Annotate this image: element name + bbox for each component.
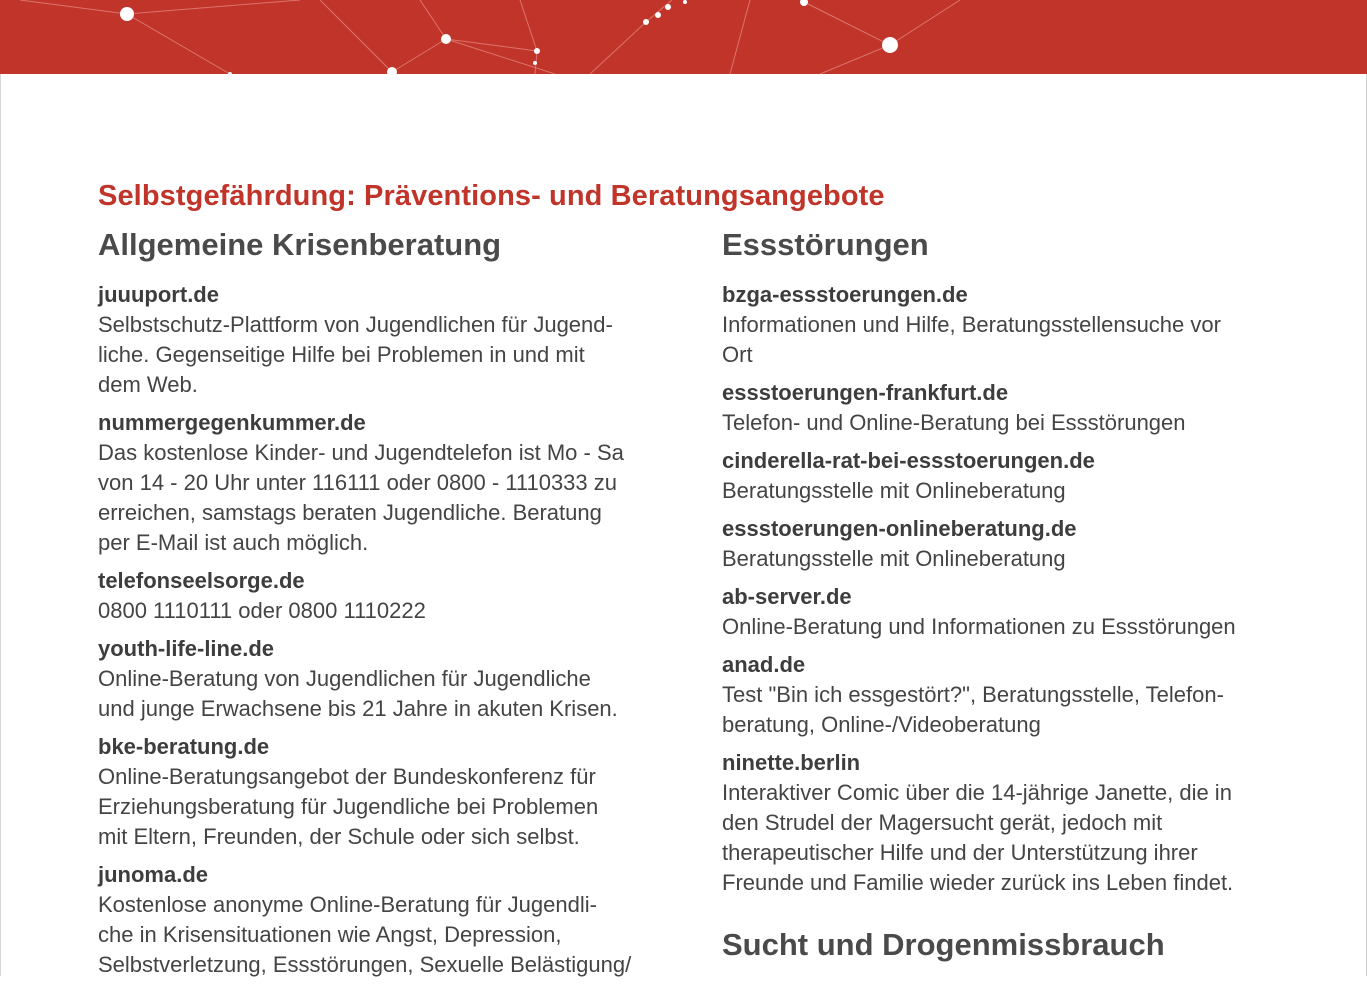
- entry-description: Beratungsstelle mit Onlineberatung: [722, 546, 1066, 571]
- network-pattern-graphic: [0, 0, 1367, 74]
- entry-link[interactable]: anad.de: [722, 652, 806, 677]
- entry-description: Das kostenlose Kinder- und Jugendtelefon ist Mo - Sa von 14 - 20 Uhr unter 116111 oder 0800 - 1110333 zu erreichen, samstags beraten Jugendliche. Beratung per E-Mail ist auch möglich.: [98, 440, 624, 555]
- entry-description: Informationen und Hilfe, Beratungsstellensuche vor Ort: [722, 312, 1221, 367]
- entry-description: Interaktiver Comic über die 14-jährige Janette, die in den Strudel der Magersucht gerät, jedoch mit therapeutischer Hilfe und der Unterstützung ihrer Freunde und Familie wieder zurück ins Leben findet.: [722, 780, 1234, 895]
- entry-link[interactable]: bzga-essstoerungen.de: [722, 282, 968, 307]
- entry-link[interactable]: youth-life-line.de: [98, 636, 274, 661]
- entry-description: Test "Bin ich essgestört?", Beratungsstelle, Telefon- beratung, Online-/Videoberatung: [722, 682, 1224, 737]
- entry-link[interactable]: cinderella-rat-bei-essstoerungen.de: [722, 448, 1095, 473]
- list-item: [98, 634, 658, 724]
- section-title-krisenberatung: Allgemeine Krisenberatung: [98, 227, 502, 262]
- entry-description: Kostenlose anonyme Online-Beratung für Jugendli- che in Krisensituationen wie Angst, Depression, Selbstverletzung, Essstörungen, Sexuelle Belästigung/: [98, 892, 632, 977]
- list-item: [98, 280, 658, 400]
- entry-description: 0800 1110111 oder 0800 1110222: [98, 598, 426, 623]
- entry-description: Online-Beratung von Jugendlichen für Jugendliche und junge Erwachsene bis 21 Jahre in akuten Krisen.: [98, 666, 618, 721]
- entry-description: Online-Beratungsangebot der Bundeskonferenz für Erziehungsberatung für Jugendliche bei Problemen mit Eltern, Freunden, der Schule oder sich selbst.: [98, 764, 599, 849]
- list-item: [722, 514, 1302, 574]
- entry-link[interactable]: telefonseelsorge.de: [98, 568, 305, 593]
- entry-link[interactable]: essstoerungen-frankfurt.de: [722, 380, 1009, 405]
- header-banner: [0, 0, 1367, 74]
- right-column: [722, 226, 1302, 980]
- page-title: Selbstgefährdung: Präventions- und Beratungsangebote: [98, 180, 885, 212]
- entry-description: Beratungsstelle mit Onlineberatung: [722, 478, 1066, 503]
- list-item: [722, 378, 1302, 438]
- list-item: [98, 408, 658, 558]
- entry-description: Online-Beratung und Informationen zu Essstörungen: [722, 614, 1236, 639]
- entry-link[interactable]: ninette.berlin: [722, 750, 861, 775]
- entry-link[interactable]: junoma.de: [98, 862, 209, 887]
- entry-description: Selbstschutz-Plattform von Jugendlichen für Jugend- liche. Gegenseitige Hilfe bei Problemen in und mit dem Web.: [98, 312, 613, 397]
- list-item: [98, 732, 658, 852]
- list-item: [722, 280, 1302, 370]
- entry-link[interactable]: juuuport.de: [98, 282, 219, 307]
- list-item: [722, 748, 1302, 898]
- entry-link[interactable]: ab-server.de: [722, 584, 852, 609]
- list-item: [98, 860, 658, 980]
- entry-link[interactable]: essstoerungen-onlineberatung.de: [722, 516, 1077, 541]
- list-item: [722, 582, 1302, 642]
- left-column: [98, 226, 658, 988]
- list-item: [98, 566, 658, 626]
- entry-description: Telefon- und Online-Beratung bei Essstörungen: [722, 410, 1186, 435]
- list-item: [722, 650, 1302, 740]
- section-title-essstoerungen: Essstörungen: [722, 227, 929, 262]
- section-title-sucht: Sucht und Drogenmissbrauch: [722, 927, 1165, 962]
- entry-link[interactable]: bke-beratung.de: [98, 734, 270, 759]
- entry-link[interactable]: nummergegenkummer.de: [98, 410, 366, 435]
- list-item: [722, 446, 1302, 506]
